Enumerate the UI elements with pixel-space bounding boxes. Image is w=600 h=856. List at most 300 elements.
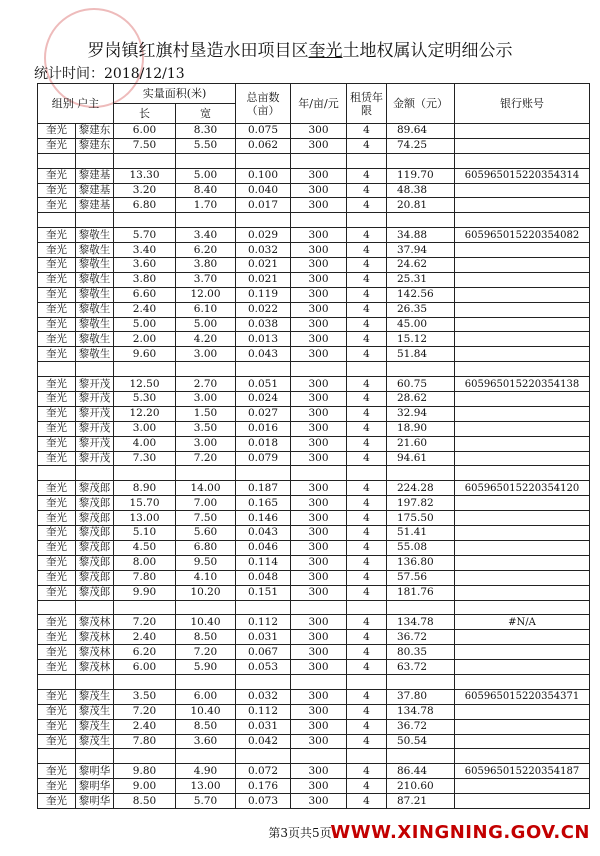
page-title	[0, 36, 600, 61]
table-row	[38, 794, 590, 809]
empty-cell	[76, 153, 114, 168]
cell-group: 奎光	[38, 198, 76, 213]
empty-cell	[176, 153, 236, 168]
table-body	[38, 124, 590, 809]
cell-amount: 60.75	[387, 377, 455, 392]
cell-price: 300	[291, 392, 347, 407]
empty-cell	[347, 749, 387, 764]
empty-cell	[236, 466, 291, 481]
cell-lease: 4	[347, 645, 387, 660]
cell-group: 奎光	[38, 570, 76, 585]
cell-width: 9.50	[176, 555, 236, 570]
cell-width: 2.70	[176, 377, 236, 392]
empty-cell	[76, 674, 114, 689]
cell-owner: 黎茂林	[76, 630, 114, 645]
empty-cell	[76, 362, 114, 377]
empty-cell	[114, 749, 176, 764]
cell-lease: 4	[347, 615, 387, 630]
cell-owner: 黎建东	[76, 124, 114, 139]
table-row	[38, 287, 590, 302]
cell-lease: 4	[347, 555, 387, 570]
empty-cell	[347, 466, 387, 481]
header-row-1	[38, 84, 590, 104]
cell-total-mu: 0.072	[236, 764, 291, 779]
blank-separator-row	[38, 600, 590, 615]
cell-amount: 21.60	[387, 436, 455, 451]
blank-separator-row	[38, 213, 590, 228]
cell-length: 13.30	[114, 168, 176, 183]
table-row	[38, 451, 590, 466]
cell-width: 8.50	[176, 630, 236, 645]
cell-total-mu: 0.043	[236, 347, 291, 362]
cell-account	[455, 496, 590, 511]
cell-group: 奎光	[38, 526, 76, 541]
table-row	[38, 317, 590, 332]
cell-lease: 4	[347, 347, 387, 362]
cell-owner: 黎茂林	[76, 645, 114, 660]
title-suffix: 土地权属认定明细公示	[342, 41, 513, 61]
cell-length: 6.80	[114, 198, 176, 213]
empty-cell	[387, 749, 455, 764]
cell-length: 7.80	[114, 734, 176, 749]
cell-amount: 51.41	[387, 526, 455, 541]
cell-width: 3.60	[176, 734, 236, 749]
table-row	[38, 138, 590, 153]
cell-total-mu: 0.073	[236, 794, 291, 809]
cell-amount: 224.28	[387, 481, 455, 496]
cell-group: 奎光	[38, 540, 76, 555]
header-total-mu: 总亩数（亩）	[236, 84, 291, 124]
cell-owner: 黎建基	[76, 183, 114, 198]
cell-width: 5.70	[176, 794, 236, 809]
table-row	[38, 168, 590, 183]
table-row	[38, 198, 590, 213]
cell-total-mu: 0.187	[236, 481, 291, 496]
cell-total-mu: 0.029	[236, 228, 291, 243]
cell-lease: 4	[347, 377, 387, 392]
cell-width: 6.10	[176, 302, 236, 317]
empty-cell	[38, 466, 76, 481]
empty-cell	[291, 362, 347, 377]
cell-length: 9.00	[114, 779, 176, 794]
cell-width: 6.80	[176, 540, 236, 555]
cell-lease: 4	[347, 228, 387, 243]
cell-length: 8.50	[114, 794, 176, 809]
cell-amount: 28.62	[387, 392, 455, 407]
cell-amount: 48.38	[387, 183, 455, 198]
cell-lease: 4	[347, 526, 387, 541]
blank-separator-row	[38, 466, 590, 481]
cell-amount: 51.84	[387, 347, 455, 362]
cell-lease: 4	[347, 332, 387, 347]
cell-group: 奎光	[38, 258, 76, 273]
cell-account: #N/A	[455, 615, 590, 630]
cell-account	[455, 243, 590, 258]
empty-cell	[455, 749, 590, 764]
cell-group: 奎光	[38, 555, 76, 570]
cell-owner: 黎敬生	[76, 317, 114, 332]
cell-lease: 4	[347, 585, 387, 600]
cell-width: 10.40	[176, 615, 236, 630]
cell-account: 605965015220354187	[455, 764, 590, 779]
cell-total-mu: 0.046	[236, 540, 291, 555]
table-row	[38, 228, 590, 243]
cell-length: 6.00	[114, 660, 176, 675]
cell-price: 300	[291, 630, 347, 645]
cell-amount: 119.70	[387, 168, 455, 183]
cell-price: 300	[291, 168, 347, 183]
cell-length: 2.40	[114, 719, 176, 734]
cell-length: 4.00	[114, 436, 176, 451]
cell-width: 1.70	[176, 198, 236, 213]
site-watermark: WWW.XINGNING.GOV.CN	[330, 822, 590, 843]
empty-cell	[176, 213, 236, 228]
cell-width: 4.20	[176, 332, 236, 347]
empty-cell	[455, 362, 590, 377]
table-row	[38, 630, 590, 645]
empty-cell	[114, 362, 176, 377]
cell-amount: 20.81	[387, 198, 455, 213]
empty-cell	[347, 213, 387, 228]
cell-account	[455, 555, 590, 570]
blank-separator-row	[38, 362, 590, 377]
empty-cell	[236, 749, 291, 764]
empty-cell	[291, 749, 347, 764]
cell-owner: 黎明华	[76, 764, 114, 779]
cell-width: 6.20	[176, 243, 236, 258]
cell-group: 奎光	[38, 302, 76, 317]
cell-amount: 181.76	[387, 585, 455, 600]
cell-account	[455, 511, 590, 526]
cell-length: 3.80	[114, 272, 176, 287]
stat-time: 统计时间：2018/12/13	[34, 66, 185, 82]
cell-price: 300	[291, 436, 347, 451]
cell-owner: 黎敬生	[76, 243, 114, 258]
cell-amount: 63.72	[387, 660, 455, 675]
cell-length: 2.40	[114, 630, 176, 645]
cell-total-mu: 0.031	[236, 719, 291, 734]
cell-length: 6.20	[114, 645, 176, 660]
cell-lease: 4	[347, 243, 387, 258]
empty-cell	[114, 466, 176, 481]
cell-price: 300	[291, 496, 347, 511]
cell-length: 8.90	[114, 481, 176, 496]
cell-group: 奎光	[38, 138, 76, 153]
cell-amount: 136.80	[387, 555, 455, 570]
cell-account	[455, 451, 590, 466]
cell-price: 300	[291, 511, 347, 526]
cell-account	[455, 719, 590, 734]
table-row	[38, 243, 590, 258]
cell-price: 300	[291, 645, 347, 660]
cell-owner: 黎茂郎	[76, 585, 114, 600]
cell-width: 12.00	[176, 287, 236, 302]
table-row	[38, 704, 590, 719]
empty-cell	[291, 600, 347, 615]
cell-amount: 89.64	[387, 124, 455, 139]
table-row	[38, 421, 590, 436]
cell-owner: 黎茂郎	[76, 540, 114, 555]
cell-total-mu: 0.075	[236, 124, 291, 139]
cell-lease: 4	[347, 630, 387, 645]
cell-width: 7.00	[176, 496, 236, 511]
cell-length: 15.70	[114, 496, 176, 511]
cell-group: 奎光	[38, 615, 76, 630]
cell-amount: 197.82	[387, 496, 455, 511]
cell-width: 4.10	[176, 570, 236, 585]
cell-total-mu: 0.100	[236, 168, 291, 183]
table-row	[38, 585, 590, 600]
blank-separator-row	[38, 749, 590, 764]
cell-length: 9.80	[114, 764, 176, 779]
empty-cell	[38, 749, 76, 764]
cell-price: 300	[291, 555, 347, 570]
cell-total-mu: 0.114	[236, 555, 291, 570]
empty-cell	[387, 153, 455, 168]
table-row	[38, 272, 590, 287]
cell-total-mu: 0.146	[236, 511, 291, 526]
cell-total-mu: 0.165	[236, 496, 291, 511]
cell-price: 300	[291, 183, 347, 198]
cell-group: 奎光	[38, 124, 76, 139]
cell-account	[455, 779, 590, 794]
cell-width: 3.70	[176, 272, 236, 287]
cell-length: 7.20	[114, 704, 176, 719]
cell-total-mu: 0.062	[236, 138, 291, 153]
cell-amount: 18.90	[387, 421, 455, 436]
cell-owner: 黎茂郎	[76, 481, 114, 496]
cell-owner: 黎茂林	[76, 615, 114, 630]
empty-cell	[176, 749, 236, 764]
cell-owner: 黎建基	[76, 198, 114, 213]
cell-price: 300	[291, 451, 347, 466]
cell-lease: 4	[347, 794, 387, 809]
empty-cell	[38, 600, 76, 615]
cell-total-mu: 0.024	[236, 392, 291, 407]
empty-cell	[236, 600, 291, 615]
cell-group: 奎光	[38, 451, 76, 466]
header-area: 实量面积(米)	[114, 84, 236, 104]
cell-group: 奎光	[38, 689, 76, 704]
empty-cell	[387, 600, 455, 615]
cell-price: 300	[291, 287, 347, 302]
cell-price: 300	[291, 704, 347, 719]
cell-amount: 210.60	[387, 779, 455, 794]
cell-lease: 4	[347, 660, 387, 675]
cell-group: 奎光	[38, 779, 76, 794]
cell-amount: 80.35	[387, 645, 455, 660]
table-row	[38, 511, 590, 526]
cell-account	[455, 302, 590, 317]
cell-price: 300	[291, 406, 347, 421]
table-row	[38, 258, 590, 273]
cell-price: 300	[291, 317, 347, 332]
cell-account	[455, 406, 590, 421]
header-lease: 租赁年限	[347, 84, 387, 124]
cell-width: 3.80	[176, 258, 236, 273]
cell-lease: 4	[347, 168, 387, 183]
cell-total-mu: 0.048	[236, 570, 291, 585]
cell-total-mu: 0.021	[236, 272, 291, 287]
cell-total-mu: 0.176	[236, 779, 291, 794]
page-number: 第3页共5页	[268, 826, 332, 840]
cell-lease: 4	[347, 302, 387, 317]
cell-total-mu: 0.040	[236, 183, 291, 198]
empty-cell	[236, 674, 291, 689]
cell-amount: 25.31	[387, 272, 455, 287]
cell-price: 300	[291, 302, 347, 317]
cell-group: 奎光	[38, 496, 76, 511]
cell-lease: 4	[347, 287, 387, 302]
table-row	[38, 734, 590, 749]
table-row	[38, 526, 590, 541]
cell-price: 300	[291, 734, 347, 749]
cell-account	[455, 138, 590, 153]
cell-account: 605965015220354082	[455, 228, 590, 243]
cell-length: 7.50	[114, 138, 176, 153]
cell-account	[455, 392, 590, 407]
empty-cell	[236, 153, 291, 168]
cell-lease: 4	[347, 421, 387, 436]
cell-account	[455, 436, 590, 451]
empty-cell	[114, 600, 176, 615]
empty-cell	[38, 213, 76, 228]
table-row	[38, 615, 590, 630]
cell-length: 5.10	[114, 526, 176, 541]
cell-price: 300	[291, 585, 347, 600]
cell-amount: 32.94	[387, 406, 455, 421]
cell-owner: 黎敬生	[76, 287, 114, 302]
cell-price: 300	[291, 347, 347, 362]
cell-width: 10.40	[176, 704, 236, 719]
cell-price: 300	[291, 138, 347, 153]
cell-group: 奎光	[38, 287, 76, 302]
cell-group: 奎光	[38, 377, 76, 392]
cell-length: 8.00	[114, 555, 176, 570]
cell-total-mu: 0.022	[236, 302, 291, 317]
empty-cell	[387, 362, 455, 377]
cell-width: 4.90	[176, 764, 236, 779]
empty-cell	[291, 674, 347, 689]
cell-total-mu: 0.112	[236, 704, 291, 719]
cell-length: 13.00	[114, 511, 176, 526]
cell-account	[455, 287, 590, 302]
table-row	[38, 645, 590, 660]
empty-cell	[236, 213, 291, 228]
cell-width: 5.00	[176, 168, 236, 183]
cell-owner: 黎开茂	[76, 421, 114, 436]
cell-lease: 4	[347, 496, 387, 511]
cell-account: 605965015220354138	[455, 377, 590, 392]
table-row	[38, 719, 590, 734]
cell-owner: 黎茂林	[76, 660, 114, 675]
cell-price: 300	[291, 764, 347, 779]
empty-cell	[455, 466, 590, 481]
cell-amount: 87.21	[387, 794, 455, 809]
table-row	[38, 347, 590, 362]
cell-group: 奎光	[38, 585, 76, 600]
empty-cell	[114, 153, 176, 168]
empty-cell	[291, 213, 347, 228]
cell-owner: 黎敬生	[76, 347, 114, 362]
cell-price: 300	[291, 660, 347, 675]
cell-length: 6.60	[114, 287, 176, 302]
cell-account	[455, 585, 590, 600]
cell-total-mu: 0.016	[236, 421, 291, 436]
cell-width: 7.20	[176, 451, 236, 466]
cell-price: 300	[291, 377, 347, 392]
cell-lease: 4	[347, 719, 387, 734]
cell-amount: 50.54	[387, 734, 455, 749]
cell-group: 奎光	[38, 630, 76, 645]
empty-cell	[291, 466, 347, 481]
cell-amount: 15.12	[387, 332, 455, 347]
cell-lease: 4	[347, 540, 387, 555]
empty-cell	[455, 600, 590, 615]
cell-total-mu: 0.018	[236, 436, 291, 451]
cell-group: 奎光	[38, 183, 76, 198]
cell-lease: 4	[347, 481, 387, 496]
table-row	[38, 764, 590, 779]
empty-cell	[176, 600, 236, 615]
cell-owner: 黎明华	[76, 794, 114, 809]
cell-account	[455, 272, 590, 287]
cell-width: 8.40	[176, 183, 236, 198]
empty-cell	[455, 674, 590, 689]
empty-cell	[291, 153, 347, 168]
cell-length: 5.30	[114, 392, 176, 407]
empty-cell	[114, 213, 176, 228]
cell-group: 奎光	[38, 734, 76, 749]
header-group-owner: 组别 户主	[38, 84, 114, 124]
cell-owner: 黎建基	[76, 168, 114, 183]
cell-price: 300	[291, 794, 347, 809]
cell-lease: 4	[347, 392, 387, 407]
cell-account	[455, 258, 590, 273]
cell-price: 300	[291, 481, 347, 496]
cell-lease: 4	[347, 511, 387, 526]
cell-owner: 黎茂郎	[76, 511, 114, 526]
cell-owner: 黎开茂	[76, 406, 114, 421]
cell-amount: 134.78	[387, 704, 455, 719]
table-row	[38, 406, 590, 421]
cell-total-mu: 0.053	[236, 660, 291, 675]
table-row	[38, 689, 590, 704]
empty-cell	[38, 153, 76, 168]
table-row	[38, 124, 590, 139]
cell-lease: 4	[347, 272, 387, 287]
empty-cell	[455, 213, 590, 228]
cell-width: 5.60	[176, 526, 236, 541]
cell-price: 300	[291, 719, 347, 734]
cell-price: 300	[291, 615, 347, 630]
cell-price: 300	[291, 258, 347, 273]
cell-amount: 34.88	[387, 228, 455, 243]
cell-length: 7.80	[114, 570, 176, 585]
cell-length: 4.50	[114, 540, 176, 555]
cell-account	[455, 124, 590, 139]
cell-price: 300	[291, 779, 347, 794]
cell-lease: 4	[347, 779, 387, 794]
cell-amount: 55.08	[387, 540, 455, 555]
cell-group: 奎光	[38, 228, 76, 243]
cell-price: 300	[291, 570, 347, 585]
land-rights-table	[37, 83, 590, 809]
cell-lease: 4	[347, 764, 387, 779]
cell-price: 300	[291, 228, 347, 243]
cell-total-mu: 0.151	[236, 585, 291, 600]
cell-owner: 黎茂生	[76, 719, 114, 734]
